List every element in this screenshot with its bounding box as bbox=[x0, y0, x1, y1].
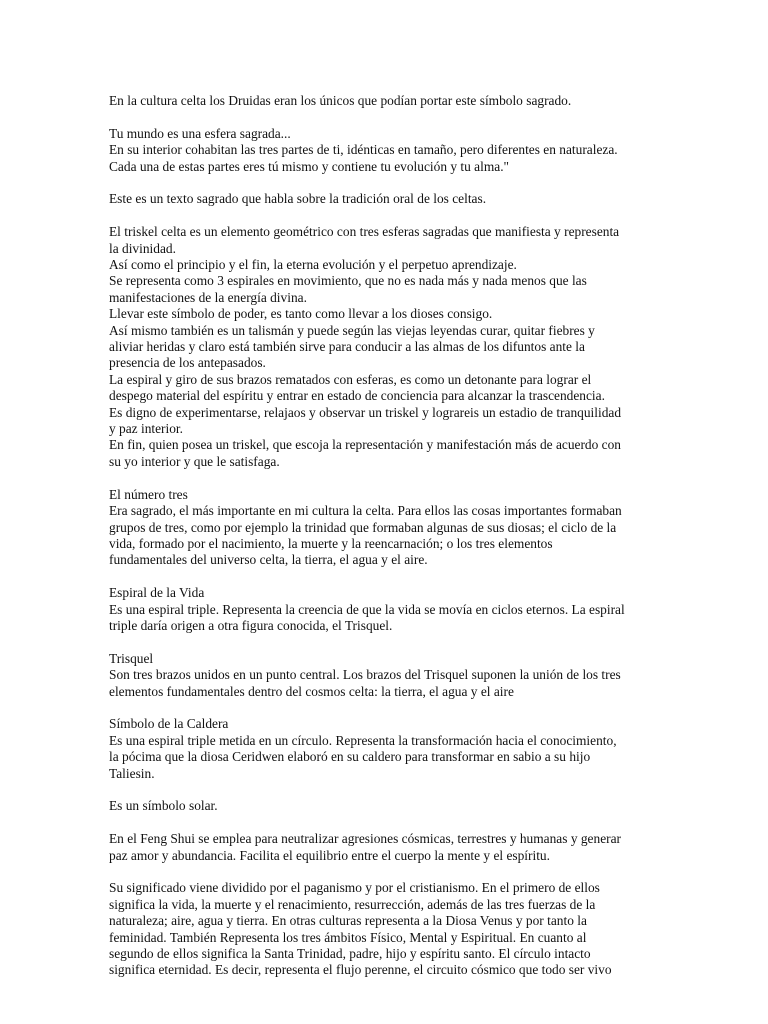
text-line: su yo interior y que le satisfaga. bbox=[109, 453, 280, 469]
text-paragraph bbox=[109, 716, 659, 782]
text-line: presencia de los antepasados. bbox=[109, 355, 266, 371]
text-paragraph bbox=[109, 487, 659, 569]
text-line: El triskel celta es un elemento geométrico con tres esferas sagradas que manifiesta y representa bbox=[109, 224, 620, 240]
text-line: grupos de tres, como por ejemplo la trinidad que formaban algunas de sus diosas; el ciclo de la bbox=[109, 519, 617, 535]
text-line: Taliesin. bbox=[109, 765, 155, 781]
text-line: significa la vida, la muerte y el renacimiento, resurrección, además de las tres fuerzas de la bbox=[109, 896, 596, 912]
text-line: significa eternidad. Es decir, representa el flujo perenne, el circuito cósmico que todo ser vivo bbox=[109, 962, 612, 978]
text-line: elementos fundamentales dentro del cosmos celta: la tierra, el agua y el aire bbox=[109, 683, 514, 699]
text-paragraph bbox=[109, 831, 659, 864]
text-line: la pócima que la diosa Ceridwen elaboró en su caldero para transformar en sabio a su hijo bbox=[109, 749, 591, 765]
text-line: aliviar heridas y claro está también sirve para conducir a las almas de los difuntos ante la bbox=[109, 339, 585, 355]
text-line: vida, formado por el nacimiento, la muerte y la reencarnación; o los tres elementos bbox=[109, 535, 553, 551]
text-paragraph bbox=[109, 651, 659, 700]
text-line: Se representa como 3 espirales en movimiento, que no es nada más y nada menos que las bbox=[109, 273, 587, 289]
text-line: segundo de ellos significa la Santa Trinidad, padre, hijo y espíritu santo. El círculo intacto bbox=[109, 945, 591, 961]
text-line: Su significado viene dividido por el paganismo y por el cristianismo. En el primero de ellos bbox=[109, 880, 600, 896]
text-paragraph bbox=[109, 880, 659, 978]
text-line: feminidad. También Representa los tres ámbitos Físico, Mental y Espiritual. En cuanto al bbox=[109, 929, 587, 945]
text-line: En fin, quien posea un triskel, que escoja la representación y manifestación más de acuerdo con bbox=[109, 437, 622, 453]
text-line: En su interior cohabitan las tres partes de ti, idénticas en tamaño, pero diferentes en naturaleza. bbox=[109, 142, 618, 158]
text-line: Es una espiral triple. Representa la creencia de que la vida se movía en ciclos eternos. La espiral bbox=[109, 601, 625, 617]
text-line: Símbolo de la Caldera bbox=[109, 716, 229, 732]
text-line: Es una espiral triple metida en un círculo. Representa la transformación hacia el conocimiento, bbox=[109, 732, 617, 748]
text-line: la divinidad. bbox=[109, 240, 176, 256]
text-line: En el Feng Shui se emplea para neutralizar agresiones cósmicas, terrestres y humanas y generar bbox=[109, 831, 621, 847]
text-paragraph bbox=[109, 798, 659, 814]
text-line: Era sagrado, el más importante en mi cultura la celta. Para ellos las cosas importantes formaban bbox=[109, 503, 622, 519]
text-line: triple daría origen a otra figura conocida, el Trisquel. bbox=[109, 617, 393, 633]
text-line: Espiral de la Vida bbox=[109, 585, 205, 601]
text-line: El número tres bbox=[109, 486, 188, 502]
text-line: Es digno de experimentarse, relajaos y observar un triskel y lograreis un estadio de tranquilidad bbox=[109, 404, 622, 420]
text-paragraph bbox=[109, 126, 659, 175]
text-line: Llevar este símbolo de poder, es tanto como llevar a los dioses consigo. bbox=[109, 306, 493, 322]
text-line: y paz interior. bbox=[109, 421, 183, 437]
text-paragraph bbox=[109, 191, 659, 207]
text-line: Trisquel bbox=[109, 650, 154, 666]
text-line: manifestaciones de la energía divina. bbox=[109, 289, 307, 305]
text-line: fundamentales del universo celta, la tierra, el agua y el aire. bbox=[109, 552, 428, 568]
document-page bbox=[109, 93, 659, 995]
text-line: Cada una de estas partes eres tú mismo y contiene tu evolución y tu alma." bbox=[109, 158, 510, 174]
text-paragraph bbox=[109, 585, 659, 634]
text-line: Este es un texto sagrado que habla sobre la tradición oral de los celtas. bbox=[109, 191, 487, 207]
text-line: Es un símbolo solar. bbox=[109, 798, 218, 814]
text-line: despego material del espíritu y entrar en estado de conciencia para alcanzar la trascendencia. bbox=[109, 388, 605, 404]
text-paragraph bbox=[109, 93, 659, 109]
text-line: En la cultura celta los Druidas eran los únicos que podían portar este símbolo sagrado. bbox=[109, 93, 572, 108]
text-line: Así como el principio y el fin, la eterna evolución y el perpetuo aprendizaje. bbox=[109, 257, 517, 273]
text-line: Tu mundo es una esfera sagrada... bbox=[109, 125, 291, 141]
text-line: Así mismo también es un talismán y puede según las viejas leyendas curar, quitar fiebres y bbox=[109, 322, 595, 338]
text-line: Son tres brazos unidos en un punto central. Los brazos del Trisquel suponen la unión de los tres bbox=[109, 667, 621, 683]
text-paragraph bbox=[109, 224, 659, 470]
text-line: La espiral y giro de sus brazos rematados con esferas, es como un detonante para lograr el bbox=[109, 371, 592, 387]
text-line: naturaleza; aire, agua y tierra. En otras culturas representa a la Diosa Venus y por tanto la bbox=[109, 913, 587, 929]
text-line: paz amor y abundancia. Facilita el equilibrio entre el cuerpo la mente y el espíritu. bbox=[109, 847, 550, 863]
